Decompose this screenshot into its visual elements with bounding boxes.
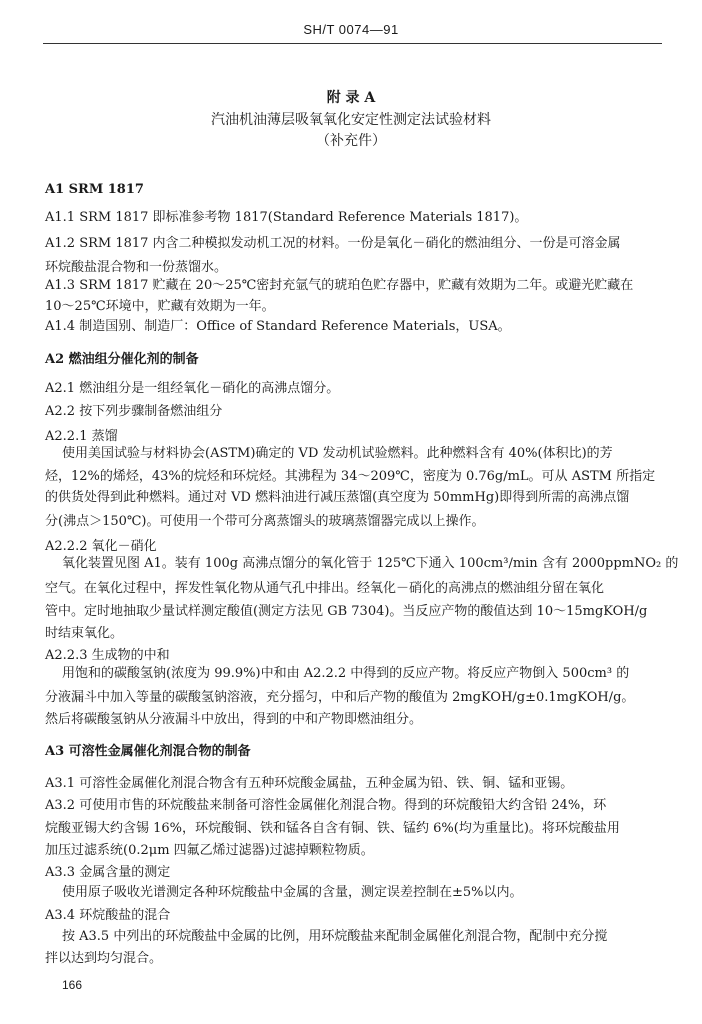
paragraph-line: A1.4 制造国别、制造厂：Office of Standard Reference Materials，USA。 xyxy=(45,319,511,334)
paragraph-line: 管中。定时地抽取少量试样测定酸值(测定方法见 GB 7304)。当反应产物的酸值达到 10～15mgKOH/g xyxy=(45,604,648,619)
subsection-heading: A2.2.2 氧化－硝化 xyxy=(45,539,157,554)
paragraph-line: A1.1 SRM 1817 即标准参考物 1817(Standard Reference Materials 1817)。 xyxy=(45,210,528,225)
paragraph-line: 使用原子吸收光谱测定各种环烷酸盐中金属的含量，测定误差控制在±5%以内。 xyxy=(62,885,523,900)
paragraph-line: 时结束氧化。 xyxy=(45,626,124,641)
paragraph-line: 的供货处得到此种燃料。通过对 VD 燃料油进行减压蒸馏(真空度为 50mmHg)即得到所需的高沸点馏 xyxy=(45,490,630,505)
paragraph-line: A2.2 按下列步骤制备燃油组分 xyxy=(45,404,223,419)
subsection-heading: A3.3 金属含量的测定 xyxy=(45,865,171,880)
paragraph-line: 空气。在氧化过程中，挥发性氧化物从通气孔中排出。经氧化－硝化的高沸点的燃油组分留在氧化 xyxy=(45,581,605,596)
subsection-heading: A2.2.3 生成物的中和 xyxy=(45,648,170,663)
paragraph-line: A3.2 可使用市售的环烷酸盐来制备可溶性金属催化剂混合物。得到的环烷酸铅大约含铅 24%，环 xyxy=(45,798,607,813)
paragraph-line: 10～25℃环境中，贮藏有效期为一年。 xyxy=(45,299,275,314)
subsection-heading: A3.4 环烷酸盐的混合 xyxy=(45,908,171,923)
paragraph-line: 用饱和的碳酸氢钠(浓度为 99.9%)中和由 A2.2.2 中得到的反应产物。将反应产物倒入 500cm³ 的 xyxy=(62,666,630,681)
subsection-heading: A2.2.1 蒸馏 xyxy=(45,429,118,444)
header-rule xyxy=(43,43,662,44)
section-heading: A3 可溶性金属催化剂混合物的制备 xyxy=(45,744,251,759)
paragraph-line: 环烷酸盐混合物和一份蒸馏水。 xyxy=(45,260,228,275)
paragraph-line: 分(沸点＞150℃)。可使用一个带可分离蒸馏头的玻璃蒸馏器完成以上操作。 xyxy=(45,514,485,529)
appendix-note: （补充件） xyxy=(316,133,386,149)
paragraph-line: 然后将碳酸氢钠从分液漏斗中放出，得到的中和产物即燃油组分。 xyxy=(45,712,423,727)
appendix-label: 附 录 A xyxy=(326,90,376,106)
section-heading: A2 燃油组分催化剂的制备 xyxy=(45,352,199,367)
paragraph-line: 按 A3.5 中列出的环烷酸盐中金属的比例，用环烷酸盐来配制金属催化剂混合物，配制中充分搅 xyxy=(62,929,608,944)
appendix-title: 汽油机油薄层吸氧氧化安定性测定法试验材料 xyxy=(211,112,491,128)
paragraph-line: 使用美国试验与材料协会(ASTM)确定的 VD 发动机试验燃料。此种燃料含有 40%(体积比)的芳 xyxy=(62,446,613,461)
paragraph-line: A3.1 可溶性金属催化剂混合物含有五种环烷酸金属盐，五种金属为铅、铁、铜、锰和亚锡。 xyxy=(45,776,574,791)
paragraph-line: 烃，12%的烯烃，43%的烷烃和环烷烃。其沸程为 34～209℃，密度为 0.76g/mL。可从 ASTM 所指定 xyxy=(45,469,656,484)
page-number: 166 xyxy=(62,978,83,992)
section-heading: A1 SRM 1817 xyxy=(45,182,144,197)
paragraph-line: 拌以达到均匀混合。 xyxy=(45,951,163,966)
paragraph-line: 氧化装置见图 A1。装有 100g 高沸点馏分的氧化管于 125℃下通入 100cm³/min 含有 2000ppmNO₂ 的 xyxy=(62,556,679,571)
paragraph-line: 加压过滤系统(0.2μm 四氟乙烯过滤器)过滤掉颗粒物质。 xyxy=(45,843,374,858)
paragraph-line: 烷酸亚锡大约含锡 16%，环烷酸铜、铁和锰各自含有铜、铁、锰约 6%(均为重量比)。将环烷酸盐用 xyxy=(45,821,620,836)
paragraph-line: 分液漏斗中加入等量的碳酸氢钠溶液，充分摇匀，中和后产物的酸值为 2mgKOH/g±0.1mgKOH/g。 xyxy=(45,690,635,705)
paragraph-line: A1.3 SRM 1817 贮藏在 20～25℃密封充氩气的琥珀色贮存器中，贮藏有效期为二年。或避光贮藏在 xyxy=(45,278,634,293)
paragraph-line: A2.1 燃油组分是一组经氧化－硝化的高沸点馏分。 xyxy=(45,381,340,396)
standard-code-header: SH/T 0074—91 xyxy=(303,22,399,37)
paragraph-line: A1.2 SRM 1817 内含二种模拟发动机工况的材料。一份是氧化－硝化的燃油组分、一份是可溶金属 xyxy=(45,236,621,251)
